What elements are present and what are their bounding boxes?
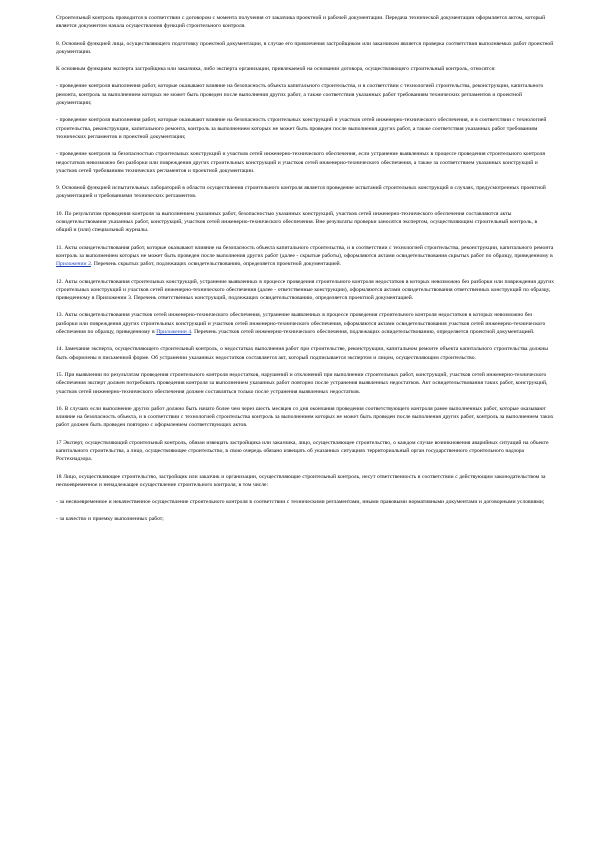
paragraph-p10 <box>56 311 554 336</box>
paragraph-p15 <box>56 473 554 490</box>
document-body <box>56 14 554 524</box>
paragraph-text: 11. Акты освидетельствования работ, которые оказывают влияние на безопасность объекта капитального строительства, и в соответствии с технологией строительства, реконструкции, капитального ремонта контроль за выполнением которых не может быть проведен после выполнения других работ (далее - скрытые работы), оформляются актами освидетельствования скрытых работ по образцу, приведенному в <box>56 244 554 259</box>
paragraph-text: 10. По результатам проведения контроля за выполнением указанных работ, безопасностью указанных конструкций, участков сетей инженерно-технического обеспечения составляются акты освидетельствования указанных работ, конструкций, участков сетей инженерно-технического обеспечения. Вне результаты проверки заносятся экспертом, осуществляющим строительный контроль, в общий и (или) специальный журналы. <box>56 210 538 234</box>
paragraph-text: - проведение контроля за безопасностью строительных конструкций и участков сетей инженерно-технического обеспечения, если устранение выявленных в процессе проведения строительного контроля недостатков невозможно без разборки или повреждения других строительных конструкций и участков сетей инженерно-технического обеспечения, а также за соответствием указанных конструкций и участков сетей требованиям технических регламентов и проектной документации. <box>56 151 545 174</box>
paragraph-text: 18 Лицо, осуществляющее строительство, застройщик или заказчик и организации, осуществляющие строительный контроль, несут ответственность в соответствии с действующим законодательством за несвоевременное и ненадлежащее осуществление строительного контроля, в том числе: <box>56 473 546 488</box>
paragraph-text: 14. Замечания эксперта, осуществляющего строительный контроль, о недостатках выполнения работ при строительстве, реконструкции, капитальном ремонте объекта капитального строительства должны быть оформлены в письменной форме. Об устранении указанных недостатков составляется акт, который подписывается экспертом и лицом, осуществляющим строительство. <box>56 346 549 361</box>
paragraph-text: - проведение контроля выполнения работ, которые оказывают влияние на безопасность объекта капитального строительства, и в соответствии с технологией строительства, реконструкции, капитального ремонта, контроль за выполнением которых не может быть проведен после выполнения других работ, а также соответствия указанных работ требованиям технических регламентов и проектной документации; <box>56 83 544 107</box>
paragraph-p16 <box>56 498 554 506</box>
paragraph-p11 <box>56 345 554 362</box>
paragraph-text: . Перечень скрытых работ, подлежащих освидетельствованию, определяется проектной документацией. <box>90 261 342 268</box>
paragraph-p8 <box>56 244 554 269</box>
paragraph-p17 <box>56 515 554 523</box>
paragraph-text: 16. В случаях если выполнение других работ должно быть начато более чем через шесть месяцев со дня окончания проведения соответствующего контроля ранее выполненных работ, которые оказывают влияние на безопасность объекта, и в соответствии с технологией строительства контроль за выполнением которых не может быть проведен после выполнения других работ, контроль за выполнением таких работ должен быть проведен повторно с оформлением соответствующих актов. <box>56 405 554 429</box>
paragraph-p0 <box>56 14 554 31</box>
paragraph-text: - проведение контроля выполнения работ, которые оказывают влияние на безопасность строительных конструкций и участков сетей инженерно-технического обеспечения, и в соответствии с технологией строительства, реконструкции, капитального ремонта, контроль за выполнением которых не может быть проведен после выполнения других работ, а также соответствия указанных работ требованиям технических регламентов и проектной документации; <box>56 117 547 140</box>
paragraph-p1 <box>56 40 554 57</box>
paragraph-text: 17 Эксперт, осуществляющий строительный контроль, обязан извещать застройщика или заказчика, лицо, осуществляющее строительство, о каждом случае возникновения аварийных ситуаций на объекте капитального строительства, а лицо, осуществляющее строительство, в свою очередь обязано извещать об указанных ситуациях территориальный орган государственного строительного надзора Ростехнадзора. <box>56 439 549 463</box>
paragraph-text: 9. Основной функцией испытательных лабораторий в области осуществления строительного контроля является проведение испытаний строительных конструкций в случаях, предусмотренных проектной документацией и требованиями технических регламентов. <box>56 185 546 200</box>
paragraph-text: 15. При выявлении по результатам проведения строительного контроля недостатков, нарушений и отклонений при выполнении строительных работ, конструкций, участков сетей инженерно-технического обеспечения эксперт должен потребовать проведения контроля за выполнением указанных работ повторно после устранения выявленных недостатков. Акт освидетельствования таких работ, конструкций, участков сетей инженерно-технического обеспечения должен составляться только после устранения выявленных недостатков. <box>56 371 548 395</box>
paragraph-text: 12. Акты освидетельствования строительных конструкций, устранение выявленных в процессе проведения строительного контроля недостатков в которых невозможно без разборки или повреждения других строительных конструкций и участков сетей инженерно-технического обеспечения (далее - ответственные конструкции), оформляются актами освидетельствования ответственных конструкций по образцу, приведенному в Приложении 3. Перечень ответственных конструкций, подлежащих освидетельствованию, определяется проектной документацией. <box>56 278 554 302</box>
paragraph-text: К основным функциям эксперта застройщика или заказчика, либо эксперта организации, привлекаемой на основании договора, осуществляющего строительный контроль, относятся: <box>56 66 496 73</box>
paragraph-p13 <box>56 405 554 430</box>
paragraph-text: - за несвоевременное и некачественное осуществление строительного контроля в соответствии с техническими регламентами, иными правовыми нормативными документами и договорными условиями; <box>56 499 545 506</box>
appendix-link[interactable]: Приложении 4 <box>156 329 192 336</box>
paragraph-p2 <box>56 65 554 73</box>
paragraph-text: . Перечень участков сетей инженерно-технического обеспечения, подлежащих освидетельствованию, определяется проектной документацией. <box>191 329 535 336</box>
paragraph-p9 <box>56 278 554 303</box>
paragraph-text: 8. Основной функцией лица, осуществляющего подготовку проектной документации, в случае его привлечения застройщиком или заказчиком является проверка соответствия выполняемых работ проектной документации. <box>56 40 554 55</box>
paragraph-text: - за качество и приемку выполненных работ; <box>56 516 164 523</box>
paragraph-p6 <box>56 184 554 201</box>
paragraph-p3 <box>56 82 554 107</box>
paragraph-p5 <box>56 150 554 175</box>
paragraph-p12 <box>56 371 554 396</box>
paragraph-text: Строительный контроль проводится в соответствии с договором с момента получения от заказчика проектной и рабочей документации. Передача технической документации оформляется актом, который является документом начала осуществления функций строительного контроля. <box>56 15 546 30</box>
document-page <box>56 14 554 830</box>
paragraph-text: 13. Акты освидетельствования участков сетей инженерно-технического обеспечения, устранение выявленных в процессе проведения строительного контроля недостатков в которых невозможно без разборки или повреждения других строительных конструкций и участков сетей инженерно-технического обеспечения, оформляются актами освидетельствования участков сетей инженерно-технического обеспечения по образцу, приведенному в <box>56 312 546 336</box>
appendix-link[interactable]: Приложении 2 <box>56 261 91 268</box>
paragraph-p7 <box>56 210 554 235</box>
paragraph-p14 <box>56 439 554 464</box>
paragraph-p4 <box>56 116 554 141</box>
